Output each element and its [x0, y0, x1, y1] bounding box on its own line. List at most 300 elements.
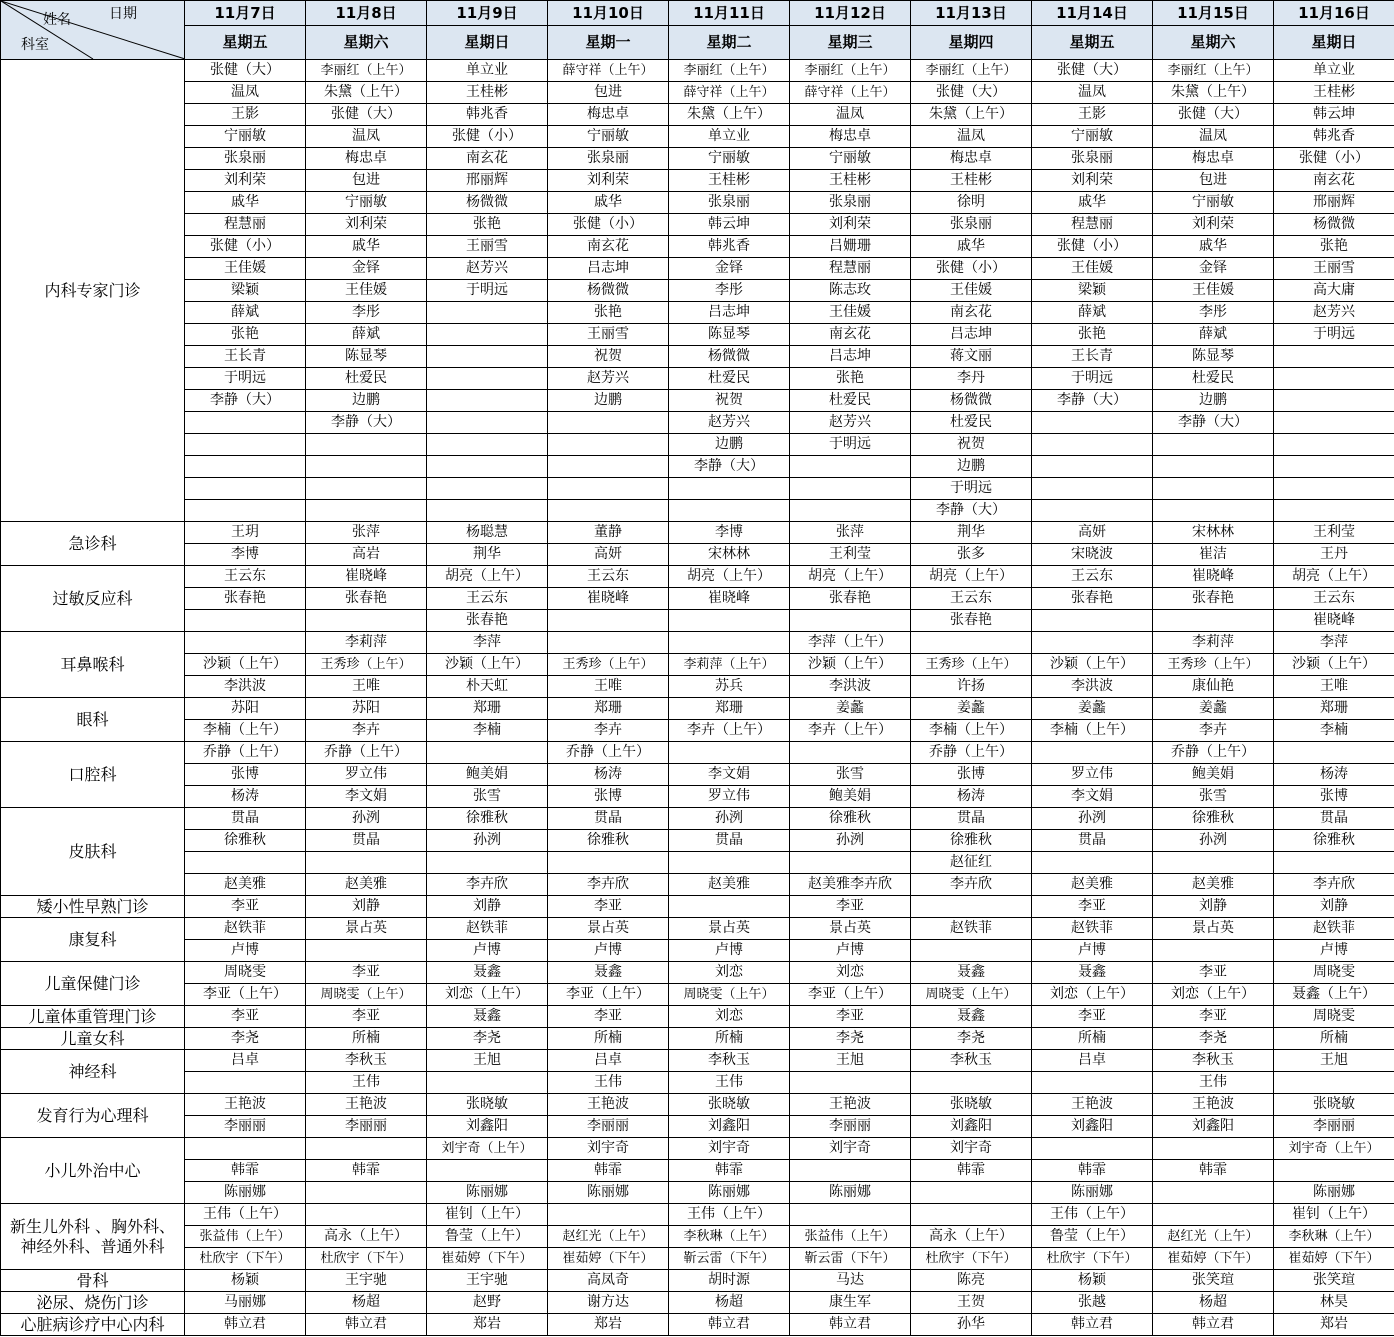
doctor-cell: 王艳波: [185, 1094, 306, 1116]
doctor-cell: 卢博: [427, 940, 548, 962]
doctor-cell: 徐雅秋: [427, 808, 548, 830]
doctor-cell: [427, 852, 548, 874]
doctor-cell: 崔晓峰: [548, 588, 669, 610]
doctor-cell: 温凤: [790, 104, 911, 126]
doctor-cell: 张泉丽: [1032, 148, 1153, 170]
doctor-cell: [185, 1138, 306, 1160]
department-name: 泌尿、烧伤门诊: [1, 1292, 185, 1314]
doctor-cell: 靳云雷（下午）: [669, 1248, 790, 1270]
doctor-cell: 金铎: [1153, 258, 1274, 280]
doctor-cell: 王旭: [790, 1050, 911, 1072]
doctor-cell: 于明远: [185, 368, 306, 390]
doctor-cell: 韩霏: [1153, 1160, 1274, 1182]
doctor-cell: 所楠: [1274, 1028, 1394, 1050]
doctor-cell: 王长青: [1032, 346, 1153, 368]
doctor-cell: 鲍美娟: [790, 786, 911, 808]
doctor-cell: 王宇驰: [306, 1270, 427, 1292]
doctor-cell: 王云东: [911, 588, 1032, 610]
doctor-cell: 孙洌: [669, 808, 790, 830]
doctor-cell: 张晓敏: [427, 1094, 548, 1116]
doctor-cell: 所楠: [548, 1028, 669, 1050]
doctor-cell: 陈丽娜: [790, 1182, 911, 1204]
doctor-cell: 李萍: [1274, 632, 1394, 654]
doctor-cell: 金铎: [306, 258, 427, 280]
doctor-cell: 陈显琴: [1153, 346, 1274, 368]
doctor-cell: 刘宇奇: [911, 1138, 1032, 1160]
doctor-cell: 李尧: [427, 1028, 548, 1050]
date-header: 11月10日: [548, 1, 669, 26]
doctor-cell: 郑岩: [548, 1314, 669, 1336]
corner-date-label: 日期: [109, 6, 137, 22]
doctor-cell: 沙颖（上午）: [1032, 654, 1153, 676]
doctor-cell: 韩霏: [548, 1160, 669, 1182]
doctor-cell: 张健（大）: [1032, 60, 1153, 82]
table-row: [1, 214, 1394, 236]
doctor-cell: 南玄花: [427, 148, 548, 170]
doctor-cell: 刘利荣: [548, 170, 669, 192]
doctor-cell: [1274, 368, 1394, 390]
weekday-header: 星期五: [1032, 26, 1153, 60]
doctor-cell: 陈亮: [911, 1270, 1032, 1292]
doctor-cell: 李丽丽: [306, 1116, 427, 1138]
doctor-cell: 聂鑫: [548, 962, 669, 984]
doctor-cell: [1274, 742, 1394, 764]
table-row: [1, 742, 1394, 764]
doctor-cell: 李秋玉: [1153, 1050, 1274, 1072]
doctor-cell: 郑珊: [1274, 698, 1394, 720]
doctor-cell: 李卉（上午）: [790, 720, 911, 742]
doctor-cell: [1153, 456, 1274, 478]
doctor-cell: 韩兆香: [669, 236, 790, 258]
doctor-cell: 王艳波: [790, 1094, 911, 1116]
table-row: [1, 918, 1394, 940]
doctor-cell: 周晓雯（上午）: [306, 984, 427, 1006]
doctor-cell: 孙华: [911, 1314, 1032, 1336]
doctor-cell: 王利莹: [1274, 522, 1394, 544]
doctor-cell: [669, 610, 790, 632]
doctor-cell: [548, 434, 669, 456]
date-header: 11月13日: [911, 1, 1032, 26]
doctor-cell: 张健（小）: [427, 126, 548, 148]
doctor-cell: 赵美雅: [1153, 874, 1274, 896]
doctor-cell: 赵美雅: [185, 874, 306, 896]
doctor-cell: 李丽红（上午）: [911, 60, 1032, 82]
doctor-cell: 戚华: [306, 236, 427, 258]
doctor-cell: 南玄花: [1274, 170, 1394, 192]
doctor-cell: 苏阳: [185, 698, 306, 720]
doctor-cell: 赵芳兴: [427, 258, 548, 280]
doctor-cell: 韩兆香: [427, 104, 548, 126]
table-row: [1, 720, 1394, 742]
department-name-line: 新生儿外科 、胸外科、: [9, 1216, 176, 1236]
doctor-cell: 董静: [548, 522, 669, 544]
doctor-cell: 李静（大）: [1153, 412, 1274, 434]
doctor-cell: 高永（上午）: [911, 1226, 1032, 1248]
doctor-cell: [427, 1160, 548, 1182]
doctor-cell: 李亚: [306, 1006, 427, 1028]
doctor-cell: 包进: [548, 82, 669, 104]
doctor-cell: 孙洌: [1032, 808, 1153, 830]
table-row: [1, 456, 1394, 478]
doctor-cell: 刘鑫阳: [427, 1116, 548, 1138]
weekday-header: 星期日: [1274, 26, 1394, 60]
doctor-cell: 李尧: [790, 1028, 911, 1050]
doctor-cell: [185, 434, 306, 456]
table-row: [1, 280, 1394, 302]
doctor-cell: 李亚（上午）: [790, 984, 911, 1006]
doctor-cell: 张艳: [185, 324, 306, 346]
doctor-cell: [1274, 434, 1394, 456]
doctor-cell: 王艳波: [1153, 1094, 1274, 1116]
doctor-cell: 高永（上午）: [306, 1226, 427, 1248]
doctor-cell: 沙颖（上午）: [1274, 654, 1394, 676]
doctor-cell: [548, 1204, 669, 1226]
doctor-cell: 沙颖（上午）: [427, 654, 548, 676]
doctor-cell: 杨超: [1153, 1292, 1274, 1314]
table-row: [1, 324, 1394, 346]
doctor-cell: 王旭: [427, 1050, 548, 1072]
doctor-cell: 吕卓: [548, 1050, 669, 1072]
doctor-cell: 吕志坤: [911, 324, 1032, 346]
doctor-cell: 张多: [911, 544, 1032, 566]
doctor-cell: [790, 500, 911, 522]
table-row: [1, 698, 1394, 720]
doctor-cell: 刘宇奇（上午）: [1274, 1138, 1394, 1160]
doctor-cell: [911, 896, 1032, 918]
doctor-cell: 韩立君: [1153, 1314, 1274, 1336]
doctor-cell: 李亚: [1153, 962, 1274, 984]
doctor-cell: 刘利荣: [185, 170, 306, 192]
doctor-cell: 王佳媛: [911, 280, 1032, 302]
doctor-cell: 李彤: [1153, 302, 1274, 324]
doctor-cell: 高妍: [548, 544, 669, 566]
doctor-cell: 刘利荣: [1153, 214, 1274, 236]
department-name: [1, 1204, 185, 1270]
doctor-cell: 张泉丽: [790, 192, 911, 214]
doctor-cell: 韩立君: [185, 1314, 306, 1336]
doctor-cell: 李楠（上午）: [911, 720, 1032, 742]
doctor-cell: 李莉萍（上午）: [669, 654, 790, 676]
doctor-cell: [1032, 1138, 1153, 1160]
doctor-cell: 李卉欣: [1274, 874, 1394, 896]
doctor-cell: 张艳: [548, 302, 669, 324]
doctor-cell: [427, 302, 548, 324]
doctor-cell: 薛斌: [185, 302, 306, 324]
doctor-cell: [1274, 1160, 1394, 1182]
doctor-cell: 张春艳: [1153, 588, 1274, 610]
doctor-cell: [427, 368, 548, 390]
doctor-cell: 刘恋（上午）: [1032, 984, 1153, 1006]
doctor-cell: 韩立君: [790, 1314, 911, 1336]
doctor-cell: 李静（大）: [911, 500, 1032, 522]
date-header: 11月16日: [1274, 1, 1394, 26]
doctor-cell: 王影: [1032, 104, 1153, 126]
doctor-cell: 贯晶: [1274, 808, 1394, 830]
doctor-cell: [669, 852, 790, 874]
department-name: 急诊科: [1, 522, 185, 566]
doctor-cell: 所楠: [306, 1028, 427, 1050]
doctor-cell: 杨微微: [1274, 214, 1394, 236]
doctor-cell: 高凤奇: [548, 1270, 669, 1292]
date-header: 11月15日: [1153, 1, 1274, 26]
doctor-cell: 高大庸: [1274, 280, 1394, 302]
doctor-cell: 杜爱民: [1153, 368, 1274, 390]
doctor-cell: 宁丽敏: [185, 126, 306, 148]
doctor-cell: 徐雅秋: [1153, 808, 1274, 830]
doctor-cell: [790, 456, 911, 478]
doctor-cell: [790, 1204, 911, 1226]
doctor-cell: 乔静（上午）: [911, 742, 1032, 764]
doctor-cell: 李萍（上午）: [790, 632, 911, 654]
doctor-cell: [1153, 478, 1274, 500]
doctor-cell: 李彤: [306, 302, 427, 324]
table-row: [1, 1292, 1394, 1314]
table-row: [1, 82, 1394, 104]
doctor-cell: 李丽红（上午）: [790, 60, 911, 82]
doctor-cell: 鲍美娟: [1153, 764, 1274, 786]
doctor-cell: 赵铁菲: [427, 918, 548, 940]
doctor-cell: 王云东: [1274, 588, 1394, 610]
doctor-cell: 杨微微: [669, 346, 790, 368]
doctor-cell: 宁丽敏: [790, 148, 911, 170]
doctor-cell: 李亚: [1032, 1006, 1153, 1028]
doctor-cell: [790, 852, 911, 874]
doctor-cell: 陈显琴: [306, 346, 427, 368]
doctor-cell: 杨超: [669, 1292, 790, 1314]
doctor-cell: 李亚: [1032, 896, 1153, 918]
doctor-cell: [669, 632, 790, 654]
doctor-cell: [427, 1072, 548, 1094]
doctor-cell: 李秋玉: [911, 1050, 1032, 1072]
doctor-cell: 于明远: [1274, 324, 1394, 346]
doctor-cell: 鲁莹（上午）: [427, 1226, 548, 1248]
doctor-cell: [1153, 852, 1274, 874]
doctor-cell: 鲁莹（上午）: [1032, 1226, 1153, 1248]
doctor-cell: 杨颖: [1032, 1270, 1153, 1292]
table-row: [1, 478, 1394, 500]
doctor-cell: 聂鑫（上午）: [1274, 984, 1394, 1006]
doctor-cell: 张益伟（上午）: [790, 1226, 911, 1248]
doctor-cell: 刘鑫阳: [669, 1116, 790, 1138]
doctor-cell: 李洪波: [185, 676, 306, 698]
department-name: 小儿外治中心: [1, 1138, 185, 1204]
doctor-cell: [1274, 500, 1394, 522]
table-row: [1, 412, 1394, 434]
doctor-cell: [185, 500, 306, 522]
doctor-cell: 吕卓: [185, 1050, 306, 1072]
doctor-cell: 胡亮（上午）: [790, 566, 911, 588]
doctor-cell: 陈丽娜: [548, 1182, 669, 1204]
doctor-cell: 朴天虹: [427, 676, 548, 698]
doctor-cell: [1274, 346, 1394, 368]
doctor-cell: 乔静（上午）: [548, 742, 669, 764]
doctor-cell: [548, 610, 669, 632]
doctor-cell: 韩兆香: [1274, 126, 1394, 148]
doctor-cell: 张健（大）: [1153, 104, 1274, 126]
doctor-cell: 景占英: [1153, 918, 1274, 940]
doctor-cell: 韩霏: [185, 1160, 306, 1182]
doctor-cell: 李文娟: [1032, 786, 1153, 808]
doctor-cell: 温凤: [185, 82, 306, 104]
weekday-header: 星期日: [427, 26, 548, 60]
doctor-cell: 刘静: [306, 896, 427, 918]
doctor-cell: [1153, 940, 1274, 962]
doctor-cell: 杨涛: [911, 786, 1032, 808]
department-name: 儿童保健门诊: [1, 962, 185, 1006]
doctor-cell: 韩霏: [306, 1160, 427, 1182]
doctor-cell: 张晓敏: [1274, 1094, 1394, 1116]
department-name: 眼科: [1, 698, 185, 742]
doctor-cell: 王艳波: [306, 1094, 427, 1116]
doctor-cell: 杨微微: [427, 192, 548, 214]
doctor-cell: [185, 478, 306, 500]
doctor-cell: [1032, 1072, 1153, 1094]
doctor-cell: 宋林林: [1153, 522, 1274, 544]
doctor-cell: 杨微微: [911, 390, 1032, 412]
doctor-cell: 王桂彬: [911, 170, 1032, 192]
table-row: [1, 1028, 1394, 1050]
doctor-cell: 王佳媛: [306, 280, 427, 302]
doctor-cell: 李丹: [911, 368, 1032, 390]
doctor-cell: 边鹏: [548, 390, 669, 412]
table-row: [1, 192, 1394, 214]
doctor-cell: 杜爱民: [669, 368, 790, 390]
doctor-cell: 李亚: [1153, 1006, 1274, 1028]
doctor-cell: 程慧丽: [790, 258, 911, 280]
doctor-cell: 王桂彬: [669, 170, 790, 192]
doctor-cell: [427, 324, 548, 346]
doctor-cell: [1032, 610, 1153, 632]
doctor-cell: 李丽丽: [548, 1116, 669, 1138]
doctor-cell: 韩云坤: [669, 214, 790, 236]
department-name: 耳鼻喉科: [1, 632, 185, 698]
doctor-cell: [548, 632, 669, 654]
date-header: 11月12日: [790, 1, 911, 26]
table-row: [1, 610, 1394, 632]
doctor-cell: 李萍: [427, 632, 548, 654]
doctor-cell: 张艳: [1032, 324, 1153, 346]
doctor-cell: 赵铁菲: [1032, 918, 1153, 940]
table-row: [1, 676, 1394, 698]
doctor-cell: [1153, 610, 1274, 632]
doctor-cell: 聂鑫: [1032, 962, 1153, 984]
doctor-cell: 张健（小）: [185, 236, 306, 258]
doctor-cell: 李亚: [548, 1006, 669, 1028]
doctor-cell: 康生军: [790, 1292, 911, 1314]
doctor-cell: 赵美雅: [669, 874, 790, 896]
doctor-cell: 王伟: [669, 1072, 790, 1094]
doctor-cell: 徐雅秋: [548, 830, 669, 852]
department-name: 神经科: [1, 1050, 185, 1094]
doctor-cell: [911, 1204, 1032, 1226]
table-row: [1, 962, 1394, 984]
table-row: [1, 1248, 1394, 1270]
doctor-cell: 刘鑫阳: [1032, 1116, 1153, 1138]
doctor-cell: 王秀珍（上午）: [306, 654, 427, 676]
doctor-cell: 徐雅秋: [911, 830, 1032, 852]
doctor-cell: 刘恋（上午）: [427, 984, 548, 1006]
doctor-cell: 李莉萍: [306, 632, 427, 654]
table-row: [1, 632, 1394, 654]
doctor-cell: 李秋琳（上午）: [1274, 1226, 1394, 1248]
doctor-cell: 李文娟: [306, 786, 427, 808]
doctor-cell: 单立业: [1274, 60, 1394, 82]
doctor-cell: 孙洌: [427, 830, 548, 852]
doctor-cell: 景占英: [790, 918, 911, 940]
doctor-cell: 李洪波: [790, 676, 911, 698]
doctor-cell: 李丽红（上午）: [1153, 60, 1274, 82]
doctor-cell: 刘宇奇（上午）: [427, 1138, 548, 1160]
doctor-cell: 李卉欣: [427, 874, 548, 896]
doctor-cell: [1153, 1138, 1274, 1160]
weekday-header: 星期二: [669, 26, 790, 60]
department-name: 心脏病诊疗中心内科: [1, 1314, 185, 1336]
doctor-cell: 徐明: [911, 192, 1032, 214]
doctor-cell: 边鹏: [669, 434, 790, 456]
weekday-header: 星期五: [185, 26, 306, 60]
doctor-cell: 卢博: [1274, 940, 1394, 962]
table-row: [1, 764, 1394, 786]
doctor-cell: 戚华: [1032, 192, 1153, 214]
table-row: [1, 1116, 1394, 1138]
doctor-cell: [427, 346, 548, 368]
doctor-cell: 于明远: [427, 280, 548, 302]
doctor-cell: 郑岩: [427, 1314, 548, 1336]
doctor-cell: 王伟（上午）: [185, 1204, 306, 1226]
doctor-cell: 刘恋: [790, 962, 911, 984]
doctor-cell: 宁丽敏: [548, 126, 669, 148]
table-row: [1, 830, 1394, 852]
doctor-cell: 宋晓波: [1032, 544, 1153, 566]
doctor-cell: 邢丽辉: [1274, 192, 1394, 214]
doctor-cell: [185, 610, 306, 632]
department-name: 皮肤科: [1, 808, 185, 896]
doctor-cell: 梅忠卓: [911, 148, 1032, 170]
table-row: [1, 1182, 1394, 1204]
doctor-cell: [1032, 632, 1153, 654]
doctor-cell: 李亚: [790, 1006, 911, 1028]
doctor-cell: 李秋玉: [306, 1050, 427, 1072]
doctor-cell: 靳云雷（下午）: [790, 1248, 911, 1270]
doctor-cell: 张艳: [790, 368, 911, 390]
doctor-cell: 王旭: [1274, 1050, 1394, 1072]
doctor-cell: 刘静: [1274, 896, 1394, 918]
doctor-cell: [185, 456, 306, 478]
doctor-cell: 李博: [185, 544, 306, 566]
doctor-cell: 朱黛（上午）: [669, 104, 790, 126]
doctor-cell: 贯晶: [911, 808, 1032, 830]
doctor-cell: 乔静（上午）: [306, 742, 427, 764]
doctor-cell: 南玄花: [548, 236, 669, 258]
doctor-cell: 张艳: [427, 214, 548, 236]
doctor-cell: 崔晓峰: [306, 566, 427, 588]
corner-name-label: 姓名: [43, 12, 71, 28]
doctor-cell: 李卉: [306, 720, 427, 742]
doctor-cell: 鲍美娟: [427, 764, 548, 786]
doctor-cell: [911, 632, 1032, 654]
table-row: [1, 896, 1394, 918]
doctor-cell: 沙颖（上午）: [185, 654, 306, 676]
doctor-cell: 谢方达: [548, 1292, 669, 1314]
doctor-cell: [1274, 1072, 1394, 1094]
doctor-cell: 李亚: [185, 1006, 306, 1028]
doctor-cell: 赵铁菲: [1274, 918, 1394, 940]
doctor-cell: 荆华: [427, 544, 548, 566]
doctor-cell: 王丽雪: [548, 324, 669, 346]
doctor-cell: 南玄花: [790, 324, 911, 346]
doctor-cell: [911, 940, 1032, 962]
doctor-cell: 卢博: [669, 940, 790, 962]
